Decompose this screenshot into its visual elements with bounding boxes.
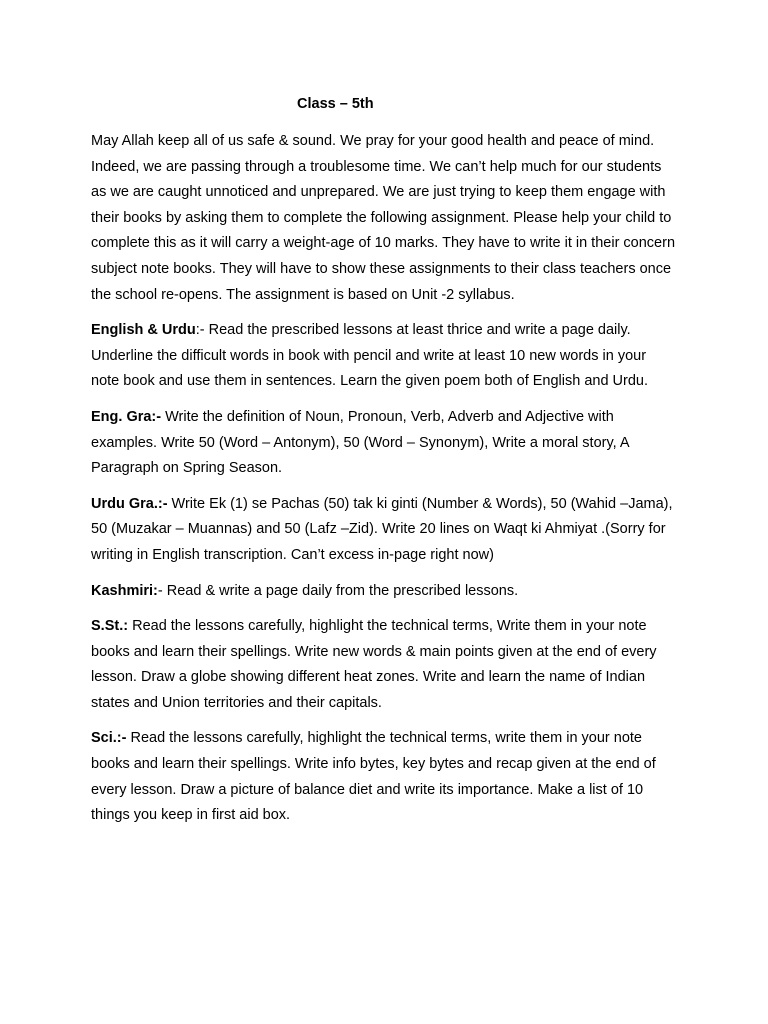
urdu-grammar-heading: Urdu Gra.:- xyxy=(91,495,168,512)
eng-grammar-heading: Eng. Gra:- xyxy=(91,408,162,425)
science-text: Read the lessons carefully, highlight the technical terms, write them in your note books and learn their spellings. Write info bytes, key bytes and recap given at the end of every lesson. Draw a picture of balance diet and write its importance. Make a list of 10 things you keep in first aid box. xyxy=(91,730,656,824)
kashmiri-text: - Read & write a page daily from the prescribed lessons. xyxy=(157,582,519,599)
urdu-grammar-paragraph xyxy=(91,492,678,569)
intro-paragraph: May Allah keep all of us safe & sound. We pray for your good health and peace of mind. Indeed, we are passing through a troublesome time. We can’t help much for our students as we are caught unnoticed and unprepared. We are just trying to keep them engage with their books by asking them to complete the following assignment. Please help your child to complete this as it will carry a weight-age of 10 marks. They have to write it in their concern subject note books. They will have to show these assignments to their class teachers once the school re-opens. The assignment is based on Unit -2 syllabus. xyxy=(91,133,676,303)
social-studies-paragraph xyxy=(91,614,678,716)
kashmiri-heading: Kashmiri: xyxy=(91,582,158,599)
kashmiri-paragraph xyxy=(91,579,678,605)
science-paragraph xyxy=(91,726,678,828)
science-heading: Sci.:- xyxy=(91,730,127,747)
social-studies-text: Read the lessons carefully, highlight the technical terms, Write them in your note books and learn their spellings. Write new words & main points given at the end of every lesson. Draw a globe showing different heat zones. Write and learn the name of Indian states and Union territories and their capitals. xyxy=(91,618,657,711)
social-studies-heading: S.St.: xyxy=(91,618,129,635)
eng-grammar-paragraph xyxy=(91,405,678,482)
eng-grammar-text: Write the definition of Noun, Pronoun, Verb, Adverb and Adjective with examples. Write 50 (Word – Antonym), 50 (Word – Synonym), Write a moral story, A Paragraph on Spring Season. xyxy=(91,408,629,477)
urdu-grammar-text: Write Ek (1) se Pachas (50) tak ki ginti (Number & Words), 50 (Wahid –Jama), 50 (Muzakar – Muannas) and 50 (Lafz –Zid). Write 20 lines on Waqt ki Ahmiyat .(Sorry for writing in English transcription. Can’t excess in-page right now) xyxy=(91,495,673,563)
english-urdu-paragraph xyxy=(91,318,678,395)
english-urdu-text: :- Read the prescribed lessons at least thrice and write a page daily. Underline the difficult words in book with pencil and write at least 10 new words in your note book and use them in sentences. Learn the given poem both of English and Urdu. xyxy=(91,322,649,390)
page-title: Class – 5th xyxy=(297,96,374,112)
english-urdu-heading: English & Urdu xyxy=(91,322,196,339)
